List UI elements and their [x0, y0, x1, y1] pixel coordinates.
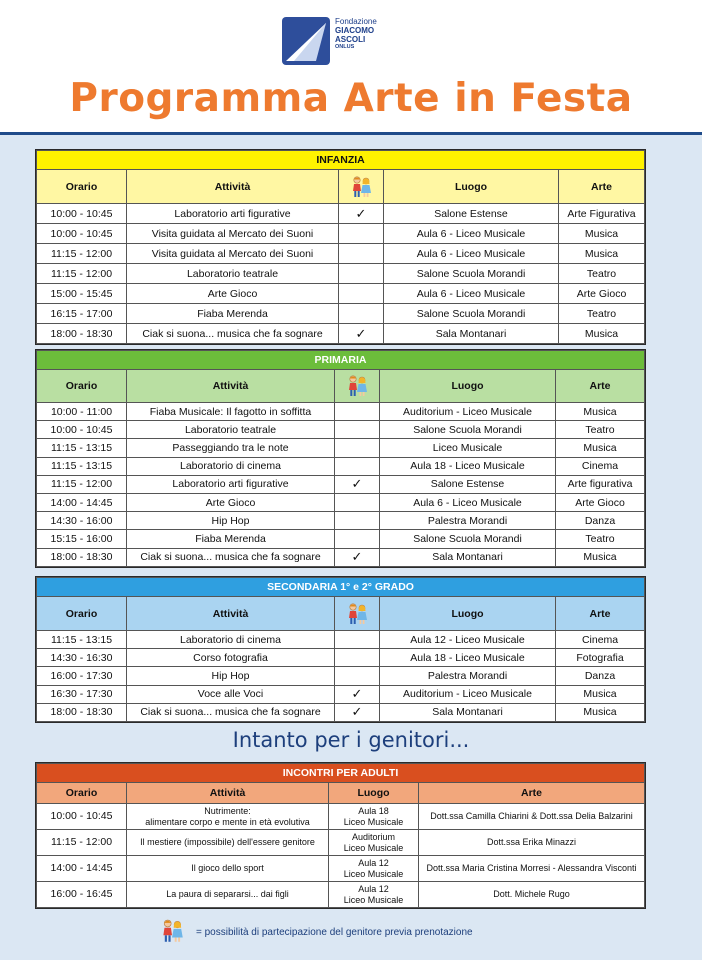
place-cell: Sala Montanari — [384, 324, 559, 344]
primaria-table — [35, 349, 646, 568]
activity-cell: Ciak si suona... musica che fa sognare — [127, 548, 335, 566]
place-cell: Aula 12 - Liceo Musicale — [380, 631, 556, 649]
check-cell — [339, 304, 384, 324]
col-luogo: Luogo — [380, 597, 556, 631]
infanzia-header-row — [37, 170, 645, 204]
art-cell: Danza — [556, 667, 645, 685]
art-cell: Arte Figurativa — [559, 204, 645, 224]
art-cell: Musica — [559, 324, 645, 344]
check-cell — [339, 224, 384, 244]
art-cell: Musica — [556, 703, 645, 721]
time-cell: 18:00 - 18:30 — [37, 324, 127, 344]
time-cell: 10:00 - 10:45 — [37, 804, 127, 830]
adulti-header-row — [37, 783, 645, 804]
time-cell: 11:15 - 13:15 — [37, 439, 127, 457]
col-parent-icon — [335, 597, 380, 631]
activity-cell — [127, 856, 329, 882]
place-line: Aula 12 — [358, 884, 389, 895]
table-row — [37, 439, 645, 457]
activity-cell: Laboratorio arti figurative — [127, 475, 335, 493]
secondaria-title: SECONDARIA 1° e 2° GRADO — [37, 578, 645, 597]
kids-icon — [348, 175, 374, 199]
table-row — [37, 703, 645, 721]
col-arte: Arte — [556, 370, 645, 403]
brand-logo — [282, 15, 400, 69]
art-cell: Teatro — [559, 304, 645, 324]
infanzia-title: INFANZIA — [37, 151, 645, 170]
col-arte: Arte — [559, 170, 645, 204]
table-row — [37, 457, 645, 475]
col-attivita: Attività — [127, 783, 329, 804]
speaker-cell: Dott.ssa Maria Cristina Morresi - Alessandra Visconti — [419, 856, 645, 882]
time-cell: 11:15 - 13:15 — [37, 457, 127, 475]
activity-cell: Laboratorio di cinema — [127, 457, 335, 475]
place-cell: Liceo Musicale — [380, 439, 556, 457]
place-cell: Salone Scuola Morandi — [380, 530, 556, 548]
art-cell: Musica — [556, 439, 645, 457]
time-cell: 10:00 - 10:45 — [37, 204, 127, 224]
art-cell: Teatro — [556, 530, 645, 548]
time-cell: 16:15 - 17:00 — [37, 304, 127, 324]
activity-cell: Laboratorio arti figurative — [127, 204, 339, 224]
time-cell: 15:15 - 16:00 — [37, 530, 127, 548]
time-cell: 16:30 - 17:30 — [37, 685, 127, 703]
check-cell — [335, 403, 380, 421]
table-row — [37, 530, 645, 548]
art-cell: Arte figurativa — [556, 475, 645, 493]
art-cell: Musica — [556, 548, 645, 566]
activity-cell: Laboratorio di cinema — [127, 631, 335, 649]
check-cell — [335, 667, 380, 685]
check-cell: ✓ — [339, 204, 384, 224]
time-cell: 16:00 - 16:45 — [37, 882, 127, 908]
activity-cell: Fiaba Merenda — [127, 530, 335, 548]
secondaria-header-row — [37, 597, 645, 631]
check-cell — [335, 421, 380, 439]
place-cell: Palestra Morandi — [380, 512, 556, 530]
place-cell: Aula 18 - Liceo Musicale — [380, 649, 556, 667]
adulti-table — [35, 762, 646, 909]
table-row — [37, 667, 645, 685]
col-luogo: Luogo — [380, 370, 556, 403]
kids-icon — [344, 374, 370, 398]
place-cell: Sala Montanari — [380, 548, 556, 566]
table-row — [37, 264, 645, 284]
place-cell — [329, 882, 419, 908]
activity-line: Nutrimente: — [204, 806, 251, 817]
check-cell — [335, 512, 380, 530]
activity-cell: Corso fotografia — [127, 649, 335, 667]
table-row — [37, 493, 645, 511]
check-cell — [339, 284, 384, 304]
place-cell: Aula 18 - Liceo Musicale — [380, 457, 556, 475]
place-cell: Salone Estense — [384, 204, 559, 224]
check-cell — [335, 439, 380, 457]
speaker-cell: Dott.ssa Camilla Chiarini & Dott.ssa Delia Balzarini — [419, 804, 645, 830]
place-cell: Sala Montanari — [380, 703, 556, 721]
activity-line: La paura di separarsi... dai figli — [166, 889, 289, 900]
check-cell: ✓ — [335, 685, 380, 703]
table-row — [37, 224, 645, 244]
place-cell: Aula 6 - Liceo Musicale — [384, 224, 559, 244]
place-cell: Aula 6 - Liceo Musicale — [384, 284, 559, 304]
col-orario: Orario — [37, 597, 127, 631]
col-orario: Orario — [37, 370, 127, 403]
activity-cell: Fiaba Merenda — [127, 304, 339, 324]
table-row — [37, 548, 645, 566]
col-luogo: Luogo — [329, 783, 419, 804]
art-cell: Cinema — [556, 457, 645, 475]
table-row — [37, 304, 645, 324]
check-cell: ✓ — [335, 548, 380, 566]
legend-text: = possibilità di partecipazione del genitore previa prenotazione — [196, 927, 473, 938]
time-cell: 11:15 - 13:15 — [37, 631, 127, 649]
art-cell: Arte Gioco — [559, 284, 645, 304]
col-luogo: Luogo — [384, 170, 559, 204]
speaker-cell: Dott.ssa Erika Minazzi — [419, 830, 645, 856]
place-cell: Salone Scuola Morandi — [380, 421, 556, 439]
time-cell: 11:15 - 12:00 — [37, 830, 127, 856]
art-cell: Teatro — [556, 421, 645, 439]
col-arte: Arte — [419, 783, 645, 804]
table-row — [37, 204, 645, 224]
activity-cell: Visita guidata al Mercato dei Suoni — [127, 224, 339, 244]
time-cell: 18:00 - 18:30 — [37, 703, 127, 721]
place-cell: Salone Scuola Morandi — [384, 304, 559, 324]
place-cell: Auditorium - Liceo Musicale — [380, 685, 556, 703]
activity-cell — [127, 830, 329, 856]
check-cell: ✓ — [335, 475, 380, 493]
time-cell: 11:15 - 12:00 — [37, 244, 127, 264]
time-cell: 14:00 - 14:45 — [37, 856, 127, 882]
place-cell — [329, 830, 419, 856]
check-cell — [335, 530, 380, 548]
place-line: Aula 18 — [358, 806, 389, 817]
table-row — [37, 475, 645, 493]
speaker-cell: Dott. Michele Rugo — [419, 882, 645, 908]
art-cell: Cinema — [556, 631, 645, 649]
check-cell — [339, 244, 384, 264]
brand-name — [335, 18, 400, 50]
col-parent-icon — [335, 370, 380, 403]
table-row — [37, 512, 645, 530]
check-cell — [335, 649, 380, 667]
place-cell: Salone Estense — [380, 475, 556, 493]
place-line: Aula 12 — [358, 858, 389, 869]
art-cell: Musica — [559, 244, 645, 264]
check-cell: ✓ — [339, 324, 384, 344]
check-cell — [335, 457, 380, 475]
place-cell: Aula 6 - Liceo Musicale — [380, 493, 556, 511]
place-cell — [329, 804, 419, 830]
kids-icon — [158, 918, 186, 944]
table-row — [37, 830, 645, 856]
time-cell: 16:00 - 17:30 — [37, 667, 127, 685]
parents-heading: Intanto per i genitori... — [232, 728, 470, 752]
time-cell: 14:30 - 16:30 — [37, 649, 127, 667]
time-cell: 10:00 - 10:45 — [37, 421, 127, 439]
table-row — [37, 804, 645, 830]
header-divider — [0, 132, 702, 135]
table-row — [37, 324, 645, 344]
table-row — [37, 882, 645, 908]
primaria-title: PRIMARIA — [37, 351, 645, 370]
col-orario: Orario — [37, 170, 127, 204]
brand-line3: ONLUS — [335, 44, 355, 51]
time-cell: 10:00 - 10:45 — [37, 224, 127, 244]
fondazione-logo-icon — [282, 17, 330, 65]
check-cell — [339, 264, 384, 284]
place-line: Liceo Musicale — [343, 894, 404, 905]
place-cell: Palestra Morandi — [380, 667, 556, 685]
adulti-title: INCONTRI PER ADULTI — [37, 764, 645, 783]
activity-cell: Fiaba Musicale: Il fagotto in soffitta — [127, 403, 335, 421]
place-line: Liceo Musicale — [343, 816, 404, 827]
activity-cell: Ciak si suona... musica che fa sognare — [127, 324, 339, 344]
activity-cell: Laboratorio teatrale — [127, 264, 339, 284]
brand-line2: GIACOMO ASCOLI — [335, 25, 375, 44]
activity-line: alimentare corpo e mente in età evolutiva — [145, 816, 310, 827]
place-cell: Salone Scuola Morandi — [384, 264, 559, 284]
place-line: Liceo Musicale — [343, 868, 404, 879]
time-cell: 14:30 - 16:00 — [37, 512, 127, 530]
table-row — [37, 856, 645, 882]
activity-line: Il gioco dello sport — [191, 863, 264, 874]
art-cell: Musica — [559, 224, 645, 244]
place-line: Liceo Musicale — [343, 842, 404, 853]
time-cell: 18:00 - 18:30 — [37, 548, 127, 566]
art-cell: Arte Gioco — [556, 493, 645, 511]
activity-cell — [127, 804, 329, 830]
page-title: Programma Arte in Festa — [69, 76, 633, 121]
activity-cell: Hip Hop — [127, 512, 335, 530]
art-cell: Musica — [556, 685, 645, 703]
time-cell: 14:00 - 14:45 — [37, 493, 127, 511]
primaria-header-row — [37, 370, 645, 403]
col-arte: Arte — [556, 597, 645, 631]
activity-line: Il mestiere (impossibile) dell'essere genitore — [140, 837, 315, 848]
activity-cell: Laboratorio teatrale — [127, 421, 335, 439]
brand-line1: Fondazione — [335, 17, 377, 26]
check-cell — [335, 493, 380, 511]
table-row — [37, 284, 645, 304]
place-cell — [329, 856, 419, 882]
col-attivita: Attività — [127, 170, 339, 204]
activity-cell: Voce alle Voci — [127, 685, 335, 703]
secondaria-table — [35, 576, 646, 723]
art-cell: Fotografia — [556, 649, 645, 667]
activity-cell: Arte Gioco — [127, 493, 335, 511]
table-row — [37, 244, 645, 264]
activity-cell: Hip Hop — [127, 667, 335, 685]
activity-cell — [127, 882, 329, 908]
time-cell: 15:00 - 15:45 — [37, 284, 127, 304]
time-cell: 10:00 - 11:00 — [37, 403, 127, 421]
infanzia-table — [35, 149, 646, 345]
check-cell — [335, 631, 380, 649]
table-row — [37, 403, 645, 421]
time-cell: 11:15 - 12:00 — [37, 264, 127, 284]
col-attivita: Attività — [127, 370, 335, 403]
table-row — [37, 649, 645, 667]
place-cell: Aula 6 - Liceo Musicale — [384, 244, 559, 264]
col-attivita: Attività — [127, 597, 335, 631]
activity-cell: Arte Gioco — [127, 284, 339, 304]
table-row — [37, 631, 645, 649]
col-orario: Orario — [37, 783, 127, 804]
activity-cell: Ciak si suona... musica che fa sognare — [127, 703, 335, 721]
art-cell: Teatro — [559, 264, 645, 284]
check-cell: ✓ — [335, 703, 380, 721]
table-row — [37, 685, 645, 703]
art-cell: Musica — [556, 403, 645, 421]
activity-cell: Passeggiando tra le note — [127, 439, 335, 457]
activity-cell: Visita guidata al Mercato dei Suoni — [127, 244, 339, 264]
table-row — [37, 421, 645, 439]
art-cell: Danza — [556, 512, 645, 530]
time-cell: 11:15 - 12:00 — [37, 475, 127, 493]
col-parent-icon — [339, 170, 384, 204]
kids-icon — [344, 602, 370, 626]
place-line: Auditorium — [351, 832, 396, 843]
place-cell: Auditorium - Liceo Musicale — [380, 403, 556, 421]
